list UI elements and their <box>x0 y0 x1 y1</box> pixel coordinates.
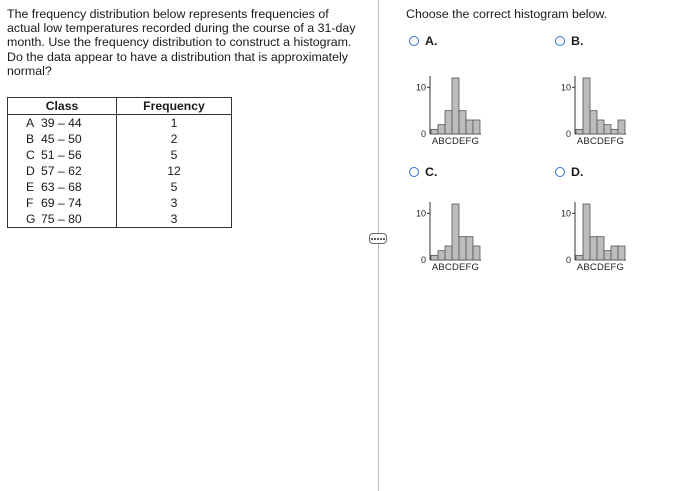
y-tick-label: 10 <box>560 82 571 93</box>
histogram-bar <box>459 111 466 134</box>
histogram-bar <box>597 237 604 260</box>
pane-divider <box>378 0 379 491</box>
y-tick-label: 0 <box>565 129 571 139</box>
y-tick-label: 0 <box>420 255 426 265</box>
histogram-bar <box>438 251 445 260</box>
option-label: D. <box>571 165 584 179</box>
class-range: 75 – 80 <box>41 212 82 226</box>
table-row <box>8 211 232 228</box>
histogram-bar <box>590 237 597 260</box>
class-cell <box>8 211 117 228</box>
histogram-bar <box>445 111 452 134</box>
radio-icon[interactable] <box>555 167 565 177</box>
histogram-bar <box>473 120 480 134</box>
histogram-bar <box>618 246 625 260</box>
histogram-bar <box>583 78 590 134</box>
histogram-bar <box>583 204 590 260</box>
histogram-bar <box>431 129 438 134</box>
class-letter: G <box>26 212 36 226</box>
table-row <box>8 115 232 132</box>
x-axis-label: ABCDEFG <box>576 262 625 273</box>
class-range: 69 – 74 <box>41 196 82 210</box>
histogram-bar <box>452 78 459 134</box>
histogram-bar <box>473 246 480 260</box>
frequency-cell: 2 <box>117 131 232 147</box>
class-cell <box>8 147 117 163</box>
table-row <box>8 195 232 211</box>
option-c[interactable] <box>409 165 437 179</box>
frequency-cell: 3 <box>117 211 232 228</box>
histogram-bar <box>576 129 583 134</box>
option-label: A. <box>425 34 438 48</box>
class-range: 63 – 68 <box>41 180 82 194</box>
option-label: B. <box>571 34 584 48</box>
x-axis-label: ABCDEFG <box>431 262 480 273</box>
histogram-bar <box>452 204 459 260</box>
histogram-bar <box>618 120 625 134</box>
histogram-bar <box>431 255 438 260</box>
frequency-cell: 12 <box>117 163 232 179</box>
histogram-bar <box>466 237 473 260</box>
histogram-d <box>557 198 667 278</box>
dot-icon <box>371 238 373 240</box>
class-range: 39 – 44 <box>41 116 82 130</box>
y-tick-label: 10 <box>415 82 426 93</box>
answer-prompt: Choose the correct histogram below. <box>406 7 608 21</box>
table-row <box>8 131 232 147</box>
frequency-cell: 3 <box>117 195 232 211</box>
histogram-a <box>412 72 522 152</box>
radio-icon[interactable] <box>409 167 419 177</box>
table-row <box>8 163 232 179</box>
histogram-bar <box>604 251 611 260</box>
histogram-bar <box>466 120 473 134</box>
class-letter: B <box>26 132 35 146</box>
class-range: 45 – 50 <box>41 132 82 146</box>
class-cell <box>8 179 117 195</box>
x-axis-label: ABCDEFG <box>576 136 625 147</box>
option-a[interactable] <box>409 34 437 48</box>
histogram-bar <box>611 246 618 260</box>
dot-icon <box>377 238 379 240</box>
histogram-bar <box>597 120 604 134</box>
histogram-bar <box>445 246 452 260</box>
expand-pane-button[interactable] <box>369 233 387 244</box>
histogram-bar <box>604 125 611 134</box>
y-tick-label: 0 <box>420 129 426 139</box>
y-tick-label: 0 <box>565 255 571 265</box>
table-header-row <box>8 98 232 115</box>
y-tick-label: 10 <box>415 208 426 219</box>
y-tick-label: 10 <box>560 208 571 219</box>
table-row <box>8 147 232 163</box>
question-text: The frequency distribution below represents frequencies of actual low temperatures recorded during the course of a 31-day month. Use the frequency distribution to construct a histogram. Do the data appear to have a distribution that is approximately normal? <box>7 7 356 78</box>
histogram-bar <box>576 255 583 260</box>
dot-icon <box>383 238 385 240</box>
histogram-bar <box>611 129 618 134</box>
radio-icon[interactable] <box>555 36 565 46</box>
histogram-b <box>557 72 667 152</box>
table-row <box>8 179 232 195</box>
option-b[interactable] <box>555 34 583 48</box>
histogram-bar <box>438 125 445 134</box>
class-cell <box>8 163 117 179</box>
radio-icon[interactable] <box>409 36 419 46</box>
option-d[interactable] <box>555 165 583 179</box>
class-cell <box>8 195 117 211</box>
dot-icon <box>380 238 382 240</box>
class-range: 51 – 56 <box>41 148 82 162</box>
class-cell <box>8 131 117 147</box>
x-axis-label: ABCDEFG <box>431 136 480 147</box>
class-range: 57 – 62 <box>41 164 82 178</box>
class-header: Class <box>8 98 117 115</box>
class-letter: C <box>26 148 35 162</box>
dot-icon <box>374 238 376 240</box>
frequency-cell: 5 <box>117 147 232 163</box>
histogram-c <box>412 198 522 278</box>
class-letter: D <box>26 164 35 178</box>
frequency-cell: 1 <box>117 115 232 132</box>
histogram-bar <box>459 237 466 260</box>
histogram-bar <box>590 111 597 134</box>
class-letter: F <box>26 196 34 210</box>
frequency-table <box>7 97 232 228</box>
class-letter: A <box>26 116 35 130</box>
class-letter: E <box>26 180 35 194</box>
option-label: C. <box>425 165 438 179</box>
frequency-header: Frequency <box>117 98 232 115</box>
frequency-cell: 5 <box>117 179 232 195</box>
class-cell <box>8 115 117 132</box>
